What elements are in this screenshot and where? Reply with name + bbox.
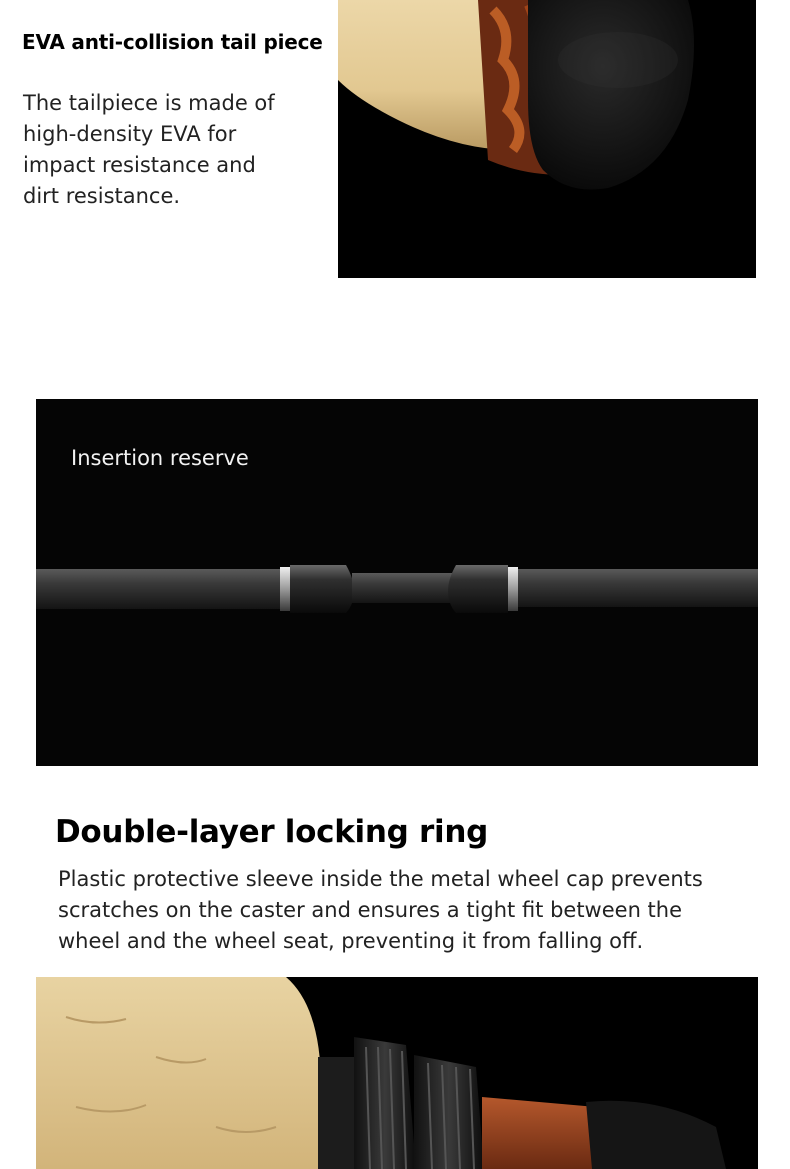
insertion-reserve-label: Insertion reserve bbox=[71, 446, 249, 470]
locking-ring-photo bbox=[36, 977, 758, 1169]
locking-description-line: wheel and the wheel seat, preventing it from falling off. bbox=[58, 929, 644, 953]
tail-description-line: The tailpiece is made of bbox=[23, 91, 275, 115]
locking-description-line: scratches on the caster and ensures a tight fit between the bbox=[58, 898, 683, 922]
tail-heading: EVA anti-collision tail piece bbox=[22, 30, 323, 54]
locking-description-line: Plastic protective sleeve inside the metal wheel cap prevents bbox=[58, 867, 703, 891]
tail-description-line: impact resistance and bbox=[23, 153, 256, 177]
reel-seat-illustration bbox=[36, 977, 758, 1169]
tail-description-line: high-density EVA for bbox=[23, 122, 237, 146]
tail-description-line: dirt resistance. bbox=[23, 184, 181, 208]
tail-description bbox=[23, 88, 323, 212]
tail-piece-photo bbox=[338, 0, 756, 278]
locking-ring-heading: Double-layer locking ring bbox=[55, 814, 488, 850]
locking-ring-description bbox=[58, 864, 758, 957]
tail-piece-illustration bbox=[338, 0, 756, 278]
